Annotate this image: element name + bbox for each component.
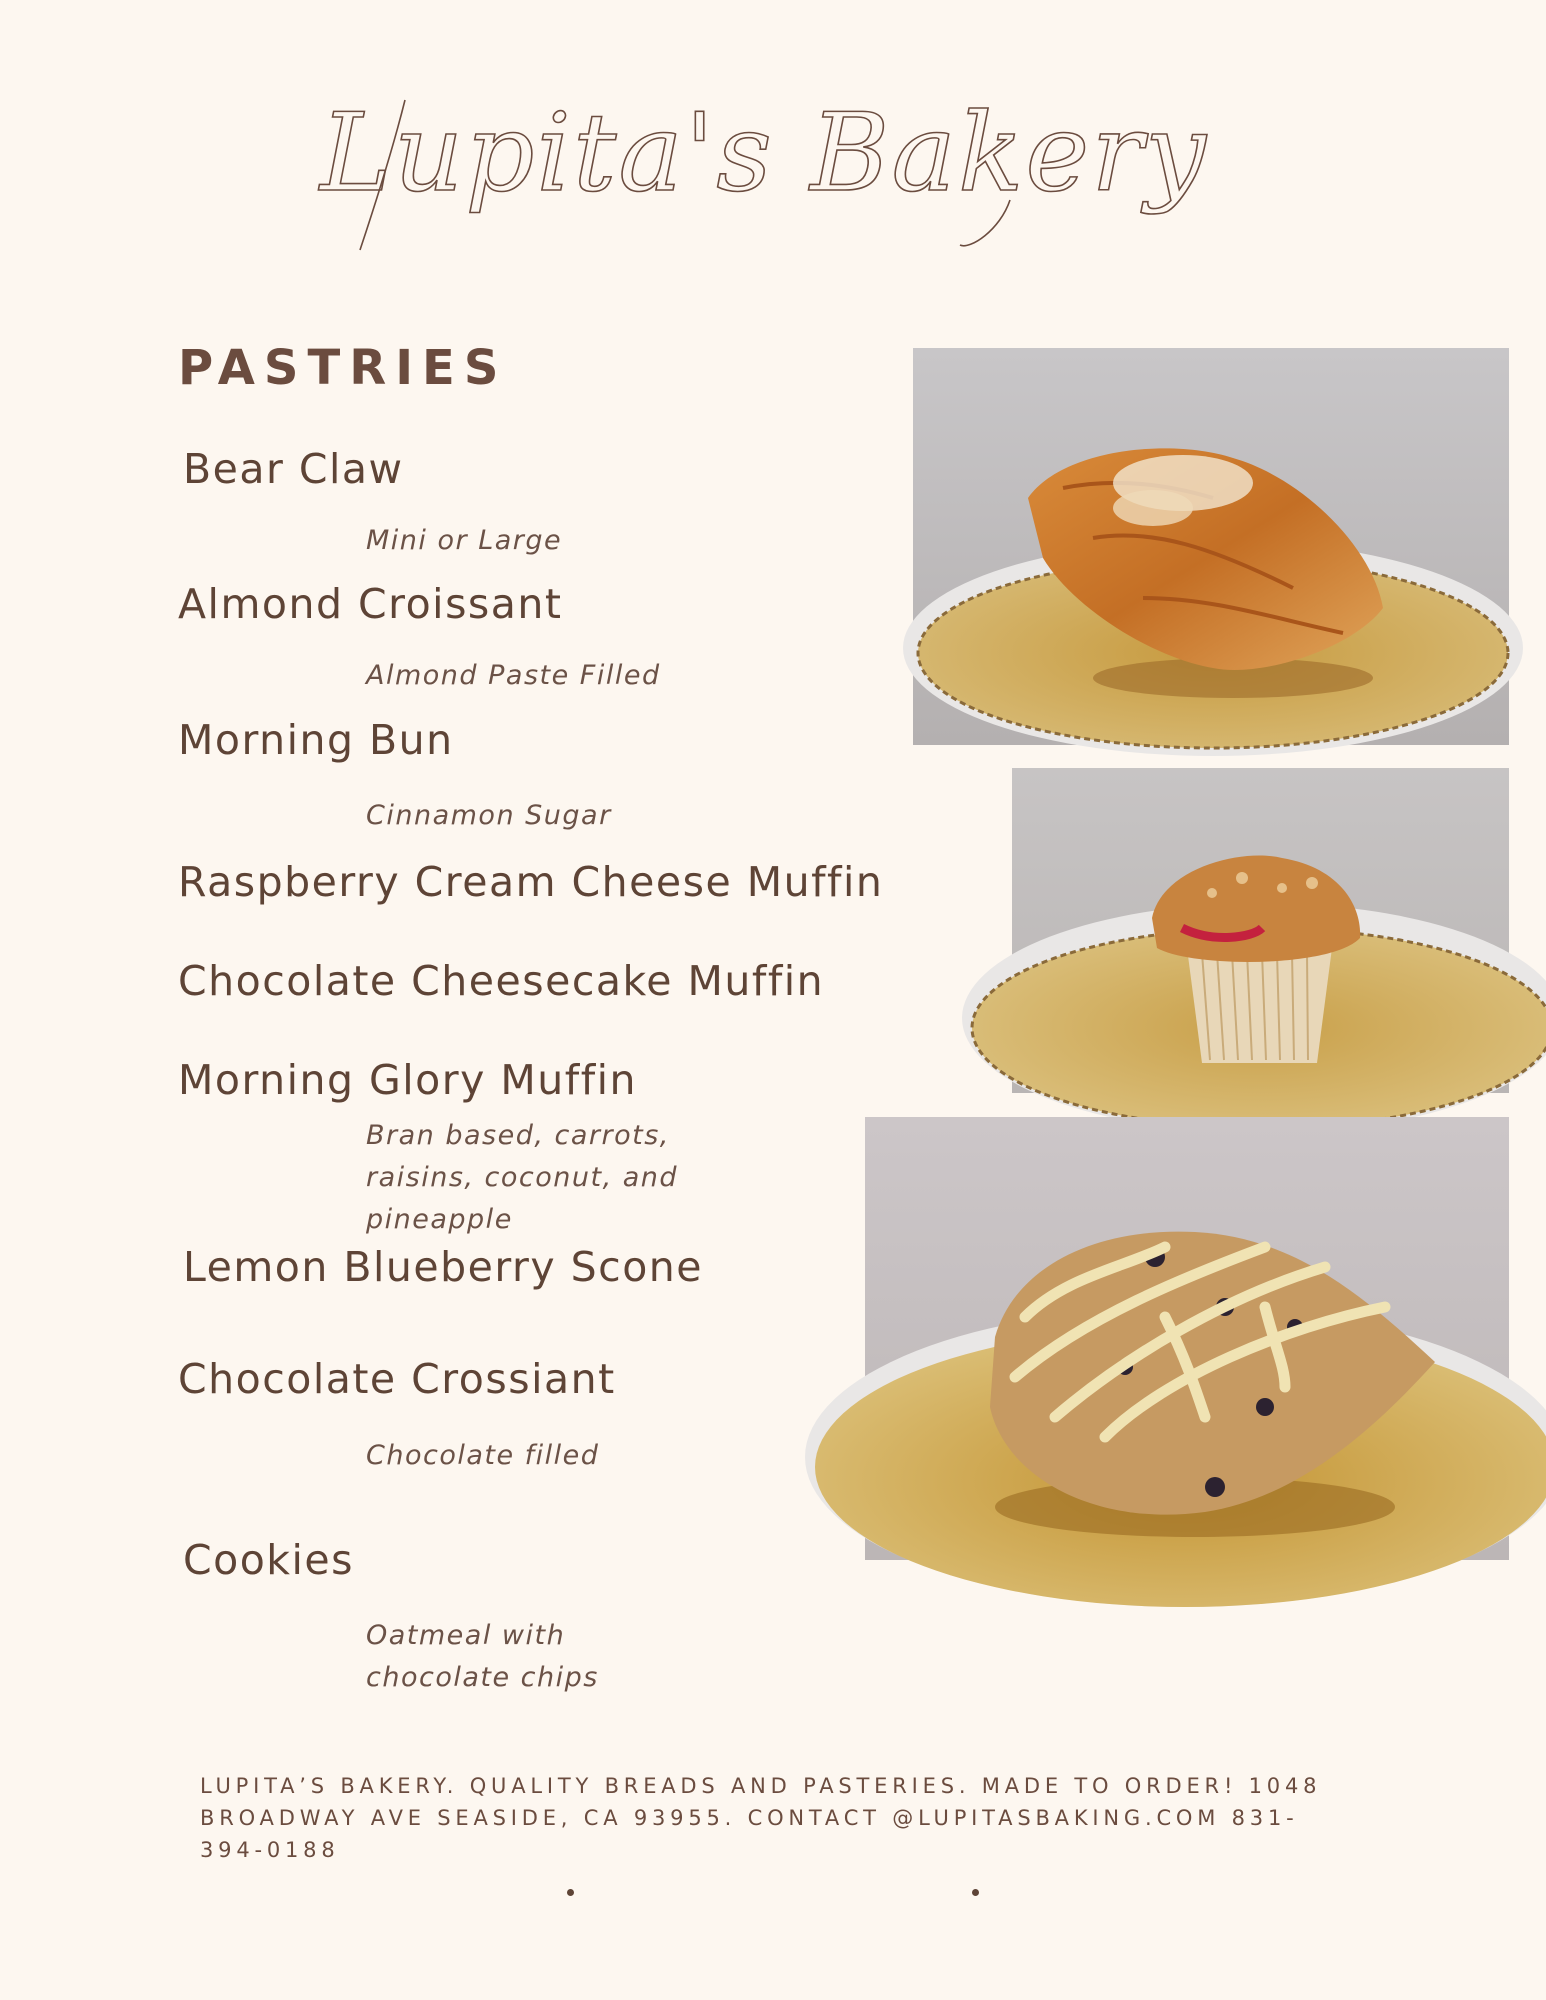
menu-item-name: Lemon Blueberry Scone [183, 1243, 704, 1291]
decorative-dot [567, 1889, 574, 1896]
menu-item-desc: Chocolate filled [366, 1440, 600, 1471]
almond-croissant-photo [913, 348, 1509, 745]
bakery-logo-script [310, 60, 1208, 260]
footer-line: LUPITA’S BAKERY. QUALITY BREADS AND PASTERIES. MADE TO ORDER! 1048 [200, 1774, 1322, 1798]
menu-item-name: Chocolate Cheesecake Muffin [178, 957, 825, 1005]
decorative-dot [972, 1889, 979, 1896]
menu-item-desc: Cinnamon Sugar [366, 800, 612, 831]
footer-contact [200, 1770, 1350, 1866]
lemon-blueberry-scone-photo [865, 1117, 1509, 1560]
raspberry-muffin-photo [1012, 768, 1509, 1093]
menu-item-desc-line: Oatmeal with [366, 1620, 566, 1651]
menu-item-name: Chocolate Crossiant [178, 1355, 616, 1403]
menu-item-name: Raspberry Cream Cheese Muffin [178, 858, 884, 906]
menu-item-name: Morning Glory Muffin [178, 1056, 638, 1104]
menu-item-desc: Almond Paste Filled [366, 660, 661, 691]
menu-item-desc-line: Bran based, carrots, [366, 1120, 670, 1151]
menu-item-name: Cookies [183, 1536, 355, 1584]
menu-item-name: Morning Bun [178, 716, 454, 764]
menu-item-desc-line: raisins, coconut, and [366, 1162, 679, 1193]
footer-line: 394-0188 [200, 1838, 340, 1862]
menu-item-desc-line: chocolate chips [366, 1662, 599, 1693]
bakery-logo-text: Lupita's Bakery [320, 91, 1208, 216]
menu-item-name: Almond Croissant [178, 580, 563, 628]
section-title-pastries: PASTRIES [178, 340, 508, 396]
menu-item-desc: Mini or Large [366, 525, 563, 556]
menu-item-name: Bear Claw [183, 445, 404, 493]
menu-item-desc-line: pineapple [366, 1204, 513, 1235]
footer-line: BROADWAY AVE SEASIDE, CA 93955. CONTACT @LUPITASBAKING.COM 831- [200, 1806, 1299, 1830]
